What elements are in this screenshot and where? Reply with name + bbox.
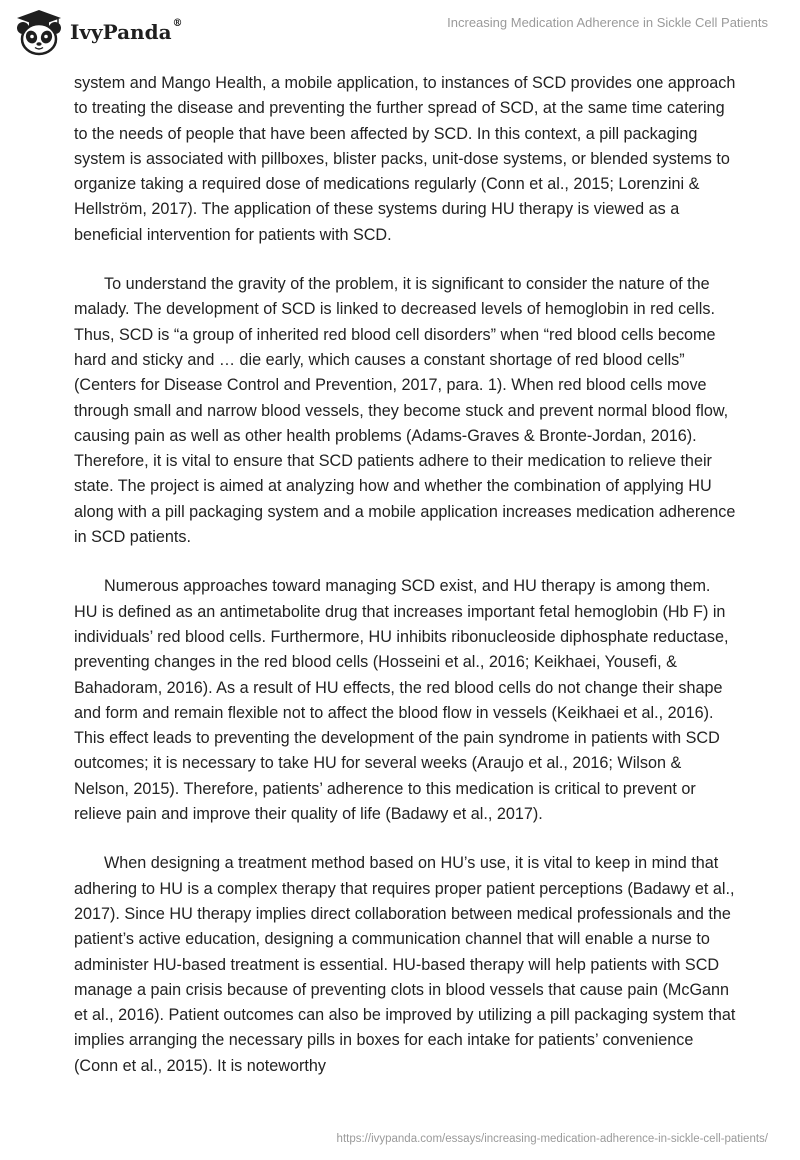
essay-paragraph: When designing a treatment method based on HU’s use, it is vital to keep in mind that adhering to HU is a complex therapy that requires proper patient perceptions (Badawy et al., 2017). Since HU therapy implies direct collaboration between medical professionals and the patient’s active education, designing a communication channel that will enable a nurse to administer HU-based treatment is essential. HU-based therapy will help patients with SCD manage a pain crisis because of preventing clots in blood vessels that cause pain (McGann et al., 2016). Patient outcomes can also be improved by utilizing a pill packaging system that implies arranging the necessary pills in boxes for each intake for patients’ convenience (Conn et al., 2015). It is noteworthy — [74, 854, 736, 1075]
registered-mark: ® — [172, 18, 183, 29]
source-url[interactable]: https://ivypanda.com/essays/increasing-medication-adherence-in-sickle-cell-patients/ — [336, 1133, 768, 1145]
essay-body — [74, 71, 736, 1103]
brand-name — [70, 20, 183, 44]
brand-wordmark: IvyPanda — [70, 20, 172, 44]
essay-paragraph: Numerous approaches toward managing SCD exist, and HU therapy is among them. HU is defined as an antimetabolite drug that increases important fetal hemoglobin (Hb F) in individuals’ red blood cells. Furthermore, HU inhibits ribonucleoside diphosphate reductase, preventing changes in the red blood cells (Hosseini et al., 2016; Keikhaei, Yousefi, & Bahadoram, 2016). As a result of HU effects, the red blood cells do not change their shape and form and remain flexible not to affect the blood flow in vessels (Keikhaei et al., 2016). This effect leads to preventing the development of the pain syndrome in patients with SCD outcomes; it is necessary to take HU for several weeks (Araujo et al., 2016; Wilson & Nelson, 2015). Therefore, patients’ adherence to this medication is critical to prevent or relieve pain and improve their quality of life (Badawy et al., 2017). — [74, 577, 729, 824]
document-title: Increasing Medication Adherence in Sickle Cell Patients — [447, 15, 768, 30]
ivypanda-logo[interactable] — [14, 8, 183, 56]
page-header — [0, 0, 800, 62]
panda-graduate-icon — [14, 8, 64, 56]
essay-paragraph: To understand the gravity of the problem, it is significant to consider the nature of the malady. The development of SCD is linked to decreased levels of hemoglobin in red cells. Thus, SCD is “a group of inherited red blood cell disorders” when “red blood cells become hard and sticky and … die early, which causes a constant shortage of red blood cells” (Centers for Disease Control and Prevention, 2017, para. 1). When red blood cells move through small and narrow blood vessels, they become stuck and prevent normal blood flow, causing pain as well as other health problems (Adams-Graves & Bronte-Jordan, 2016). Therefore, it is vital to ensure that SCD patients adhere to their medication to relieve their state. The project is aimed at analyzing how and whether the combination of applying HU along with a pill packaging system and a mobile application increases medication adherence in SCD patients. — [74, 275, 736, 547]
essay-paragraph: system and Mango Health, a mobile application, to instances of SCD provides one approach to treating the disease and preventing the further spread of SCD, at the same time catering to the needs of people that have been affected by SCD. In this context, a pill packaging system is associated with pillboxes, blister packs, unit-dose systems, or blended systems to organize taking a required dose of medications regularly (Conn et al., 2015; Lorenzini & Hellström, 2017). The application of these systems during HU therapy is viewed as a beneficial intervention for patients with SCD. — [74, 74, 736, 244]
